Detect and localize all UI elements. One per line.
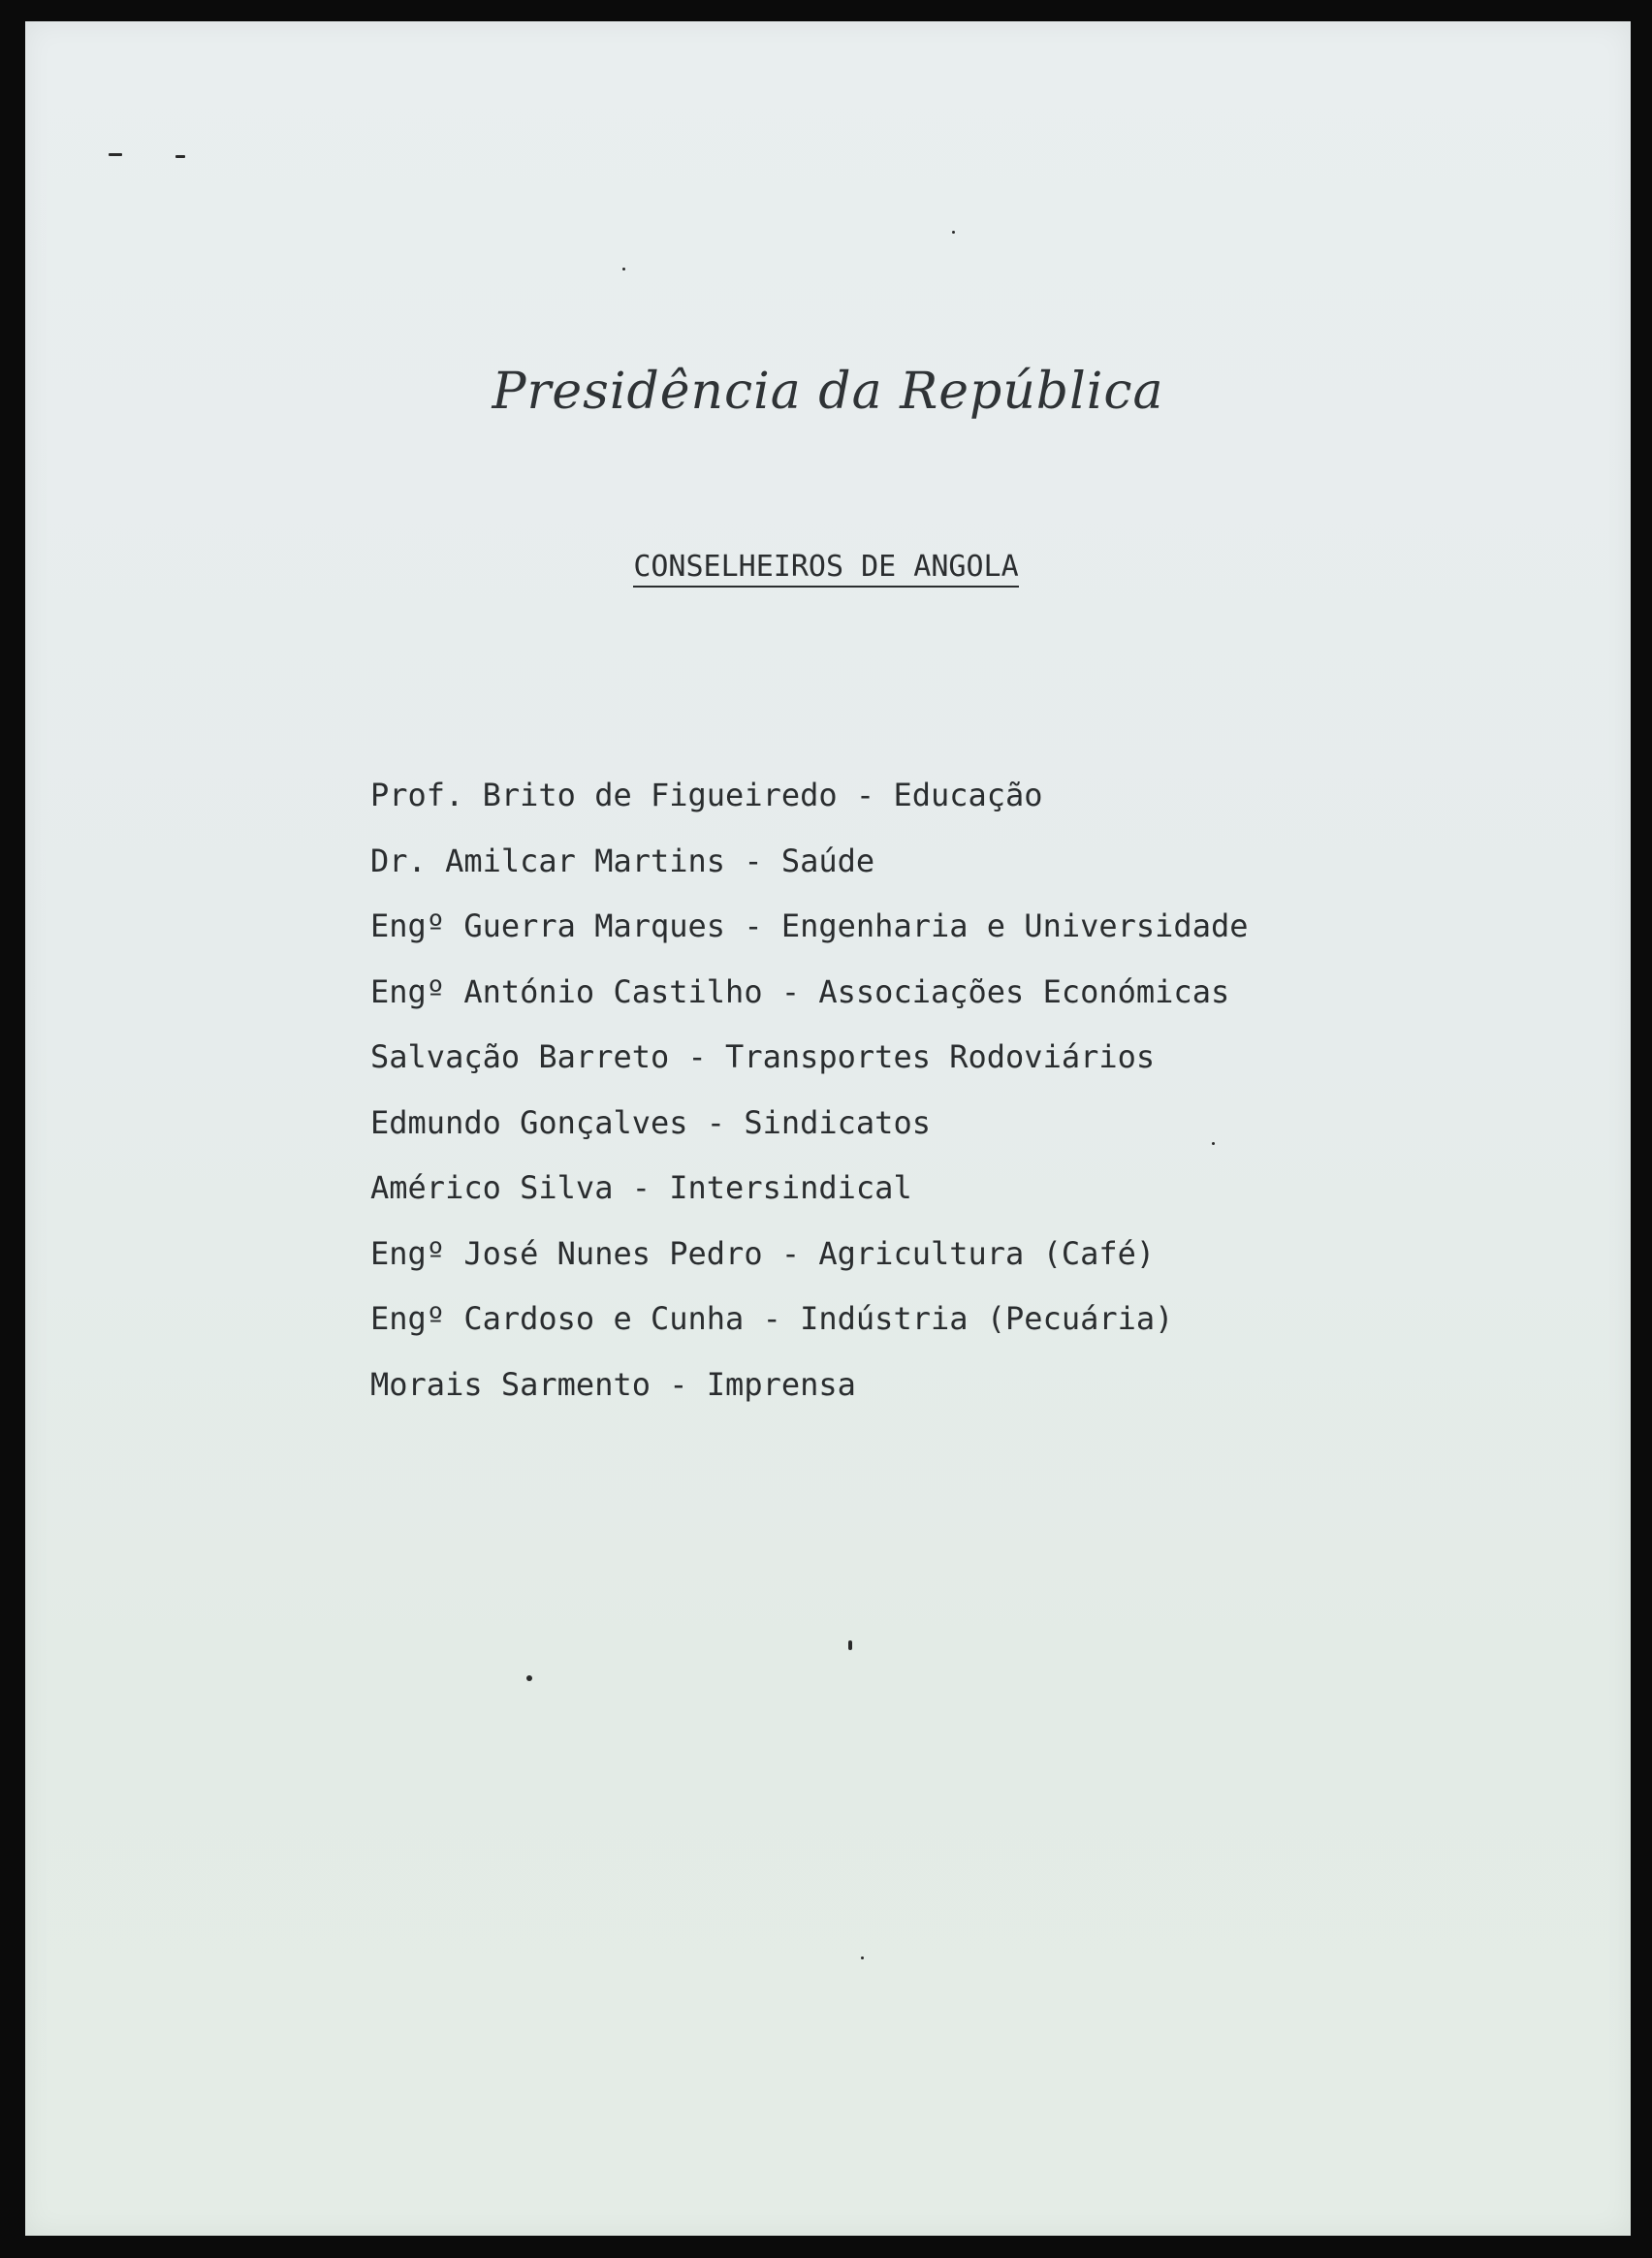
document-title-text: CONSELHEIROS DE ANGOLA — [633, 550, 1018, 588]
ink-speck — [109, 153, 122, 156]
list-item: Morais Sarmento - Imprensa — [370, 1365, 856, 1403]
list-item: Engº Guerra Marques - Engenharia e Universidade — [370, 907, 1249, 944]
ink-speck — [622, 268, 625, 270]
counselor-list — [370, 774, 1248, 1428]
document-title — [0, 550, 1652, 584]
list-item: Engº Cardoso e Cunha - Indústria (Pecuária) — [370, 1300, 1174, 1337]
ink-speck — [848, 1640, 852, 1650]
list-item: Engº José Nunes Pedro - Agricultura (Café) — [370, 1234, 1156, 1272]
ink-speck — [952, 231, 955, 234]
list-item: Prof. Brito de Figueiredo - Educação — [370, 777, 1043, 813]
list-item: Dr. Amilcar Martins - Saúde — [370, 842, 875, 879]
ink-speck — [526, 1675, 532, 1681]
ink-speck — [861, 1956, 864, 1959]
list-item: Engº António Castilho - Associações Económicas — [370, 972, 1230, 1010]
ink-speck — [175, 155, 185, 158]
list-item: Salvação Barreto - Transportes Rodoviários — [370, 1038, 1156, 1075]
list-item: Edmundo Gonçalves - Sindicatos — [370, 1103, 931, 1141]
list-item: Américo Silva - Intersindical — [370, 1169, 912, 1206]
letterhead: Presidência da República — [492, 363, 1164, 421]
